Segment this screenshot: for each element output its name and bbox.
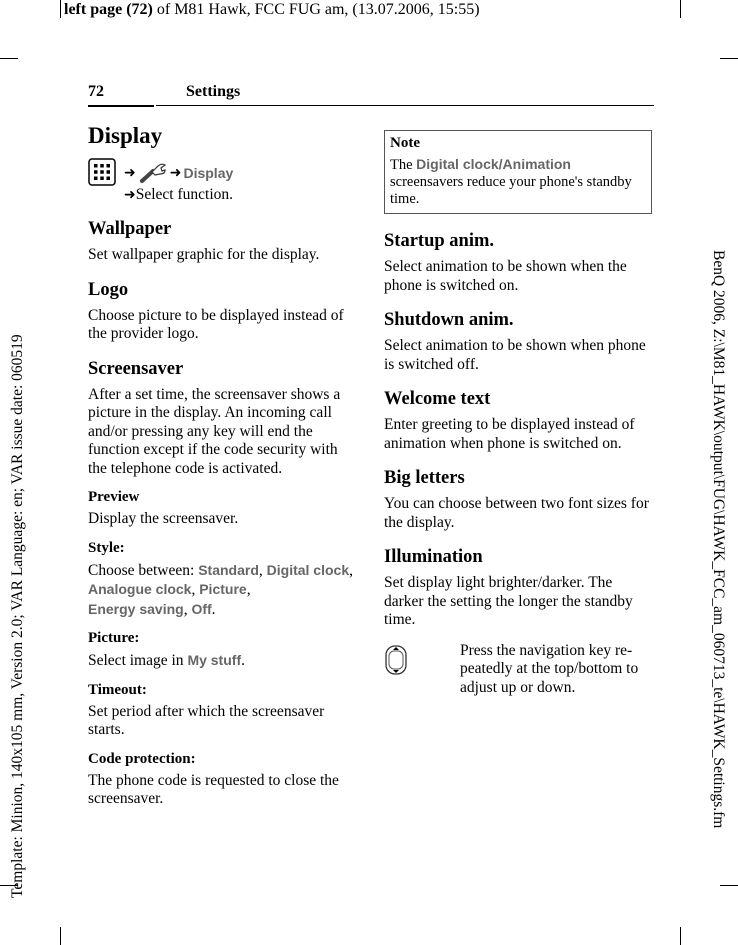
welcome-heading: Welcome text: [384, 389, 491, 409]
code-protection-heading: Code protection:: [88, 750, 196, 767]
file-path-info: [708, 250, 728, 890]
crop-mark: [680, 927, 681, 945]
picture-heading: Picture:: [88, 630, 140, 646]
startup-text: Select animation to be shown when the phone is switched on.: [384, 258, 627, 294]
menu-path: [88, 154, 356, 204]
style-lead: Choose between:: [88, 561, 199, 579]
template-info: [8, 58, 28, 898]
shutdown-heading: Shutdown anim.: [384, 310, 514, 330]
big-letters-heading: Big letters: [384, 468, 465, 488]
illumination-heading: Illumination: [384, 547, 483, 567]
style-text: Choose between: Standard, Digital clock, Analogue clock, Picture, Energy saving, Off.: [88, 561, 353, 618]
note-item: Animation: [502, 156, 571, 172]
style-option: Digital clock: [266, 561, 350, 578]
wallpaper-heading: Wallpaper: [88, 219, 172, 239]
big-letters-text: You can choose between two font sizes for the display.: [384, 495, 649, 531]
note-sep: /: [498, 156, 503, 172]
screensaver-heading: Screensaver: [88, 358, 184, 379]
note-box: [384, 130, 652, 214]
picture-text: Select image in My stuff.: [88, 652, 245, 669]
page-title: Settings: [186, 83, 241, 100]
logo-heading: Logo: [88, 279, 129, 300]
startup-heading: Startup anim.: [384, 231, 494, 251]
style-option: Analogue clock: [88, 581, 192, 597]
print-details: of M81 Hawk, FCC FUG am, (13.07.2006, 15:55): [152, 1, 480, 18]
menu-target-display: Display: [183, 164, 234, 181]
timeout-text: Set period after which the screensaver starts.: [88, 702, 325, 738]
crop-mark: [680, 0, 681, 18]
timeout-heading: Timeout:: [88, 681, 147, 698]
style-option: Energy saving: [88, 600, 184, 617]
style-option: Standard: [198, 561, 259, 578]
crop-mark: [720, 58, 738, 59]
navigation-key-icon: [384, 644, 408, 676]
print-page-label: left page (72): [64, 1, 153, 18]
arrow-right-icon: ➜: [124, 164, 136, 181]
navigation-tip: [384, 642, 652, 698]
page-number: 72: [88, 83, 104, 100]
style-option: Off: [191, 600, 212, 617]
note-rest: screensavers reduce your phone's standby time.: [390, 174, 632, 207]
preview-heading: Preview: [88, 489, 140, 505]
note-item: Digital clock: [416, 156, 499, 172]
header-rule: [156, 105, 654, 106]
logo-text: Choose picture to be displayed instead of the provider logo.: [88, 306, 344, 342]
section-title: Display: [88, 123, 163, 148]
menu-grid-icon: [88, 158, 116, 186]
wallpaper-text: Set wallpaper graphic for the display.: [88, 246, 320, 263]
print-header: [64, 0, 480, 20]
style-option: Picture: [199, 581, 247, 597]
crop-mark: [60, 0, 61, 18]
shutdown-text: Select animation to be shown when phone is switched off.: [384, 337, 646, 373]
arrow-right-icon: ➜: [124, 187, 136, 203]
file-path-text: BenQ 2006, Z:\M81_HAWK\output\FUG\HAWK_FCC_am_060713_te\HAWK_Settings.fm: [710, 250, 727, 829]
header-rule: [88, 105, 154, 107]
navigation-tip-text: Press the navigation key re-peatedly at the top/bottom to adjust up or down.: [460, 641, 639, 696]
picture-target: My stuff: [187, 652, 242, 668]
picture-lead: Select image in: [88, 652, 188, 669]
illumination-text: Set display light brighter/darker. The darker the setting the longer the standby time.: [384, 574, 633, 628]
left-column: [88, 122, 356, 809]
wrench-icon: [138, 162, 168, 184]
page-header: [88, 83, 654, 109]
code-protection-text: The phone code is requested to close the screensaver.: [88, 771, 339, 807]
crop-mark: [60, 927, 61, 945]
welcome-text: Enter greeting to be displayed instead of animation when phone is switched on.: [384, 416, 635, 452]
style-heading: Style:: [88, 539, 125, 556]
select-function-text: Select function.: [135, 186, 234, 203]
right-column: [384, 130, 652, 697]
note-lead: The: [390, 157, 417, 173]
note-text: [390, 156, 646, 208]
note-title: Note: [390, 135, 420, 151]
preview-text: Display the screensaver.: [88, 510, 239, 527]
arrow-right-icon: ➜: [169, 164, 182, 181]
template-info-text: Template: Minion, 140x105 mm, Version 2.0; VAR Language: en; VAR issue date: 060519: [9, 334, 26, 898]
screensaver-text: After a set time, the screensaver shows a picture in the display. An incoming call and/or pressing any key will end the function except if the code security with the telephone code is activated.: [88, 385, 341, 477]
